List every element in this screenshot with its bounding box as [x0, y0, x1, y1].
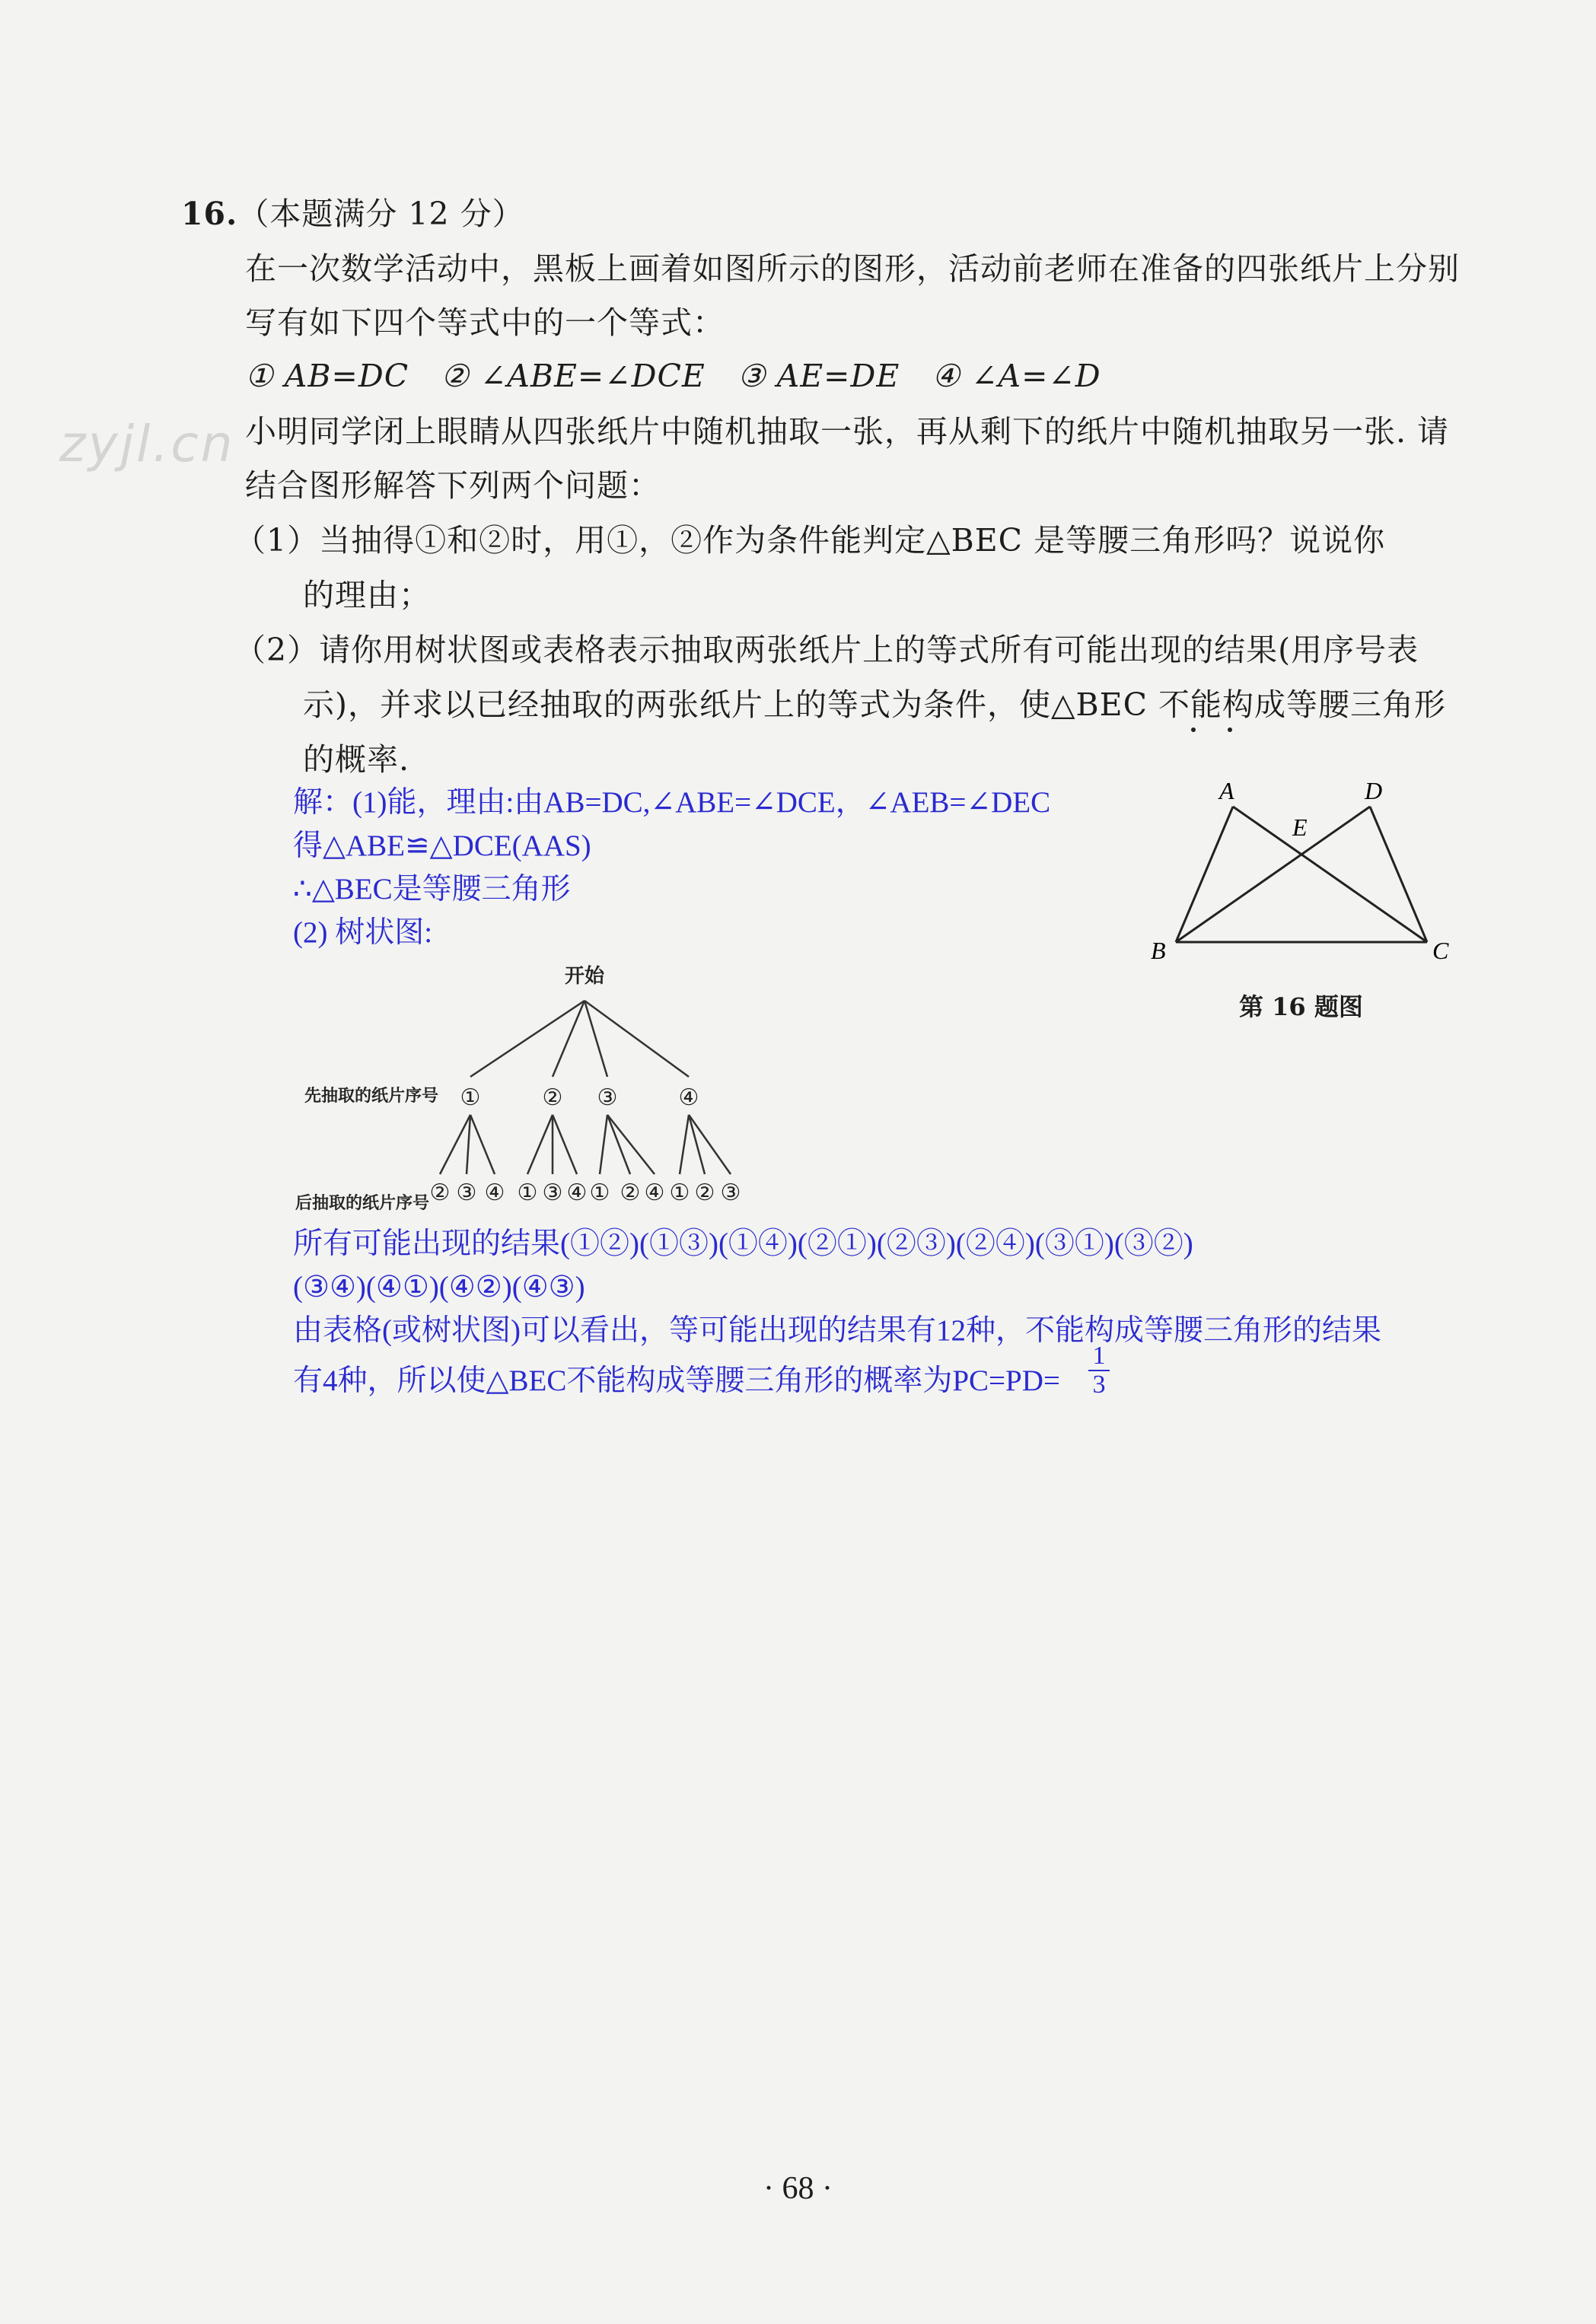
equality-3: ③ AE=DE — [737, 358, 900, 394]
tree-second-4-3: ③ — [720, 1180, 741, 1205]
tree-second-4-1: ① — [669, 1180, 690, 1205]
equality-2: ② ∠ABE=∠DCE — [441, 358, 706, 394]
tree-first-1: ① — [460, 1085, 481, 1110]
stem-line-3: 小明同学闭上眼睛从四张纸片中随机抽取一张，再从剩下的纸片中随机抽取另一张. 请 — [245, 413, 1450, 450]
stem-line-2: 写有如下四个等式中的一个等式： — [245, 304, 725, 341]
emphasis-dot — [1228, 727, 1232, 732]
tree-second-1-2: ③ — [456, 1180, 477, 1205]
tree-second-2-1: ① — [517, 1180, 538, 1205]
label-B: B — [1151, 937, 1166, 964]
part2-line-1: （2）请你用树状图或表格表示抽取两张纸片上的等式所有可能出现的结果(用序号表 — [234, 632, 1419, 668]
question-header — [181, 194, 524, 234]
answer-line-7: 由表格(或树状图)可以看出，等可能出现的结果有12种，不能构成等腰三角形的结果 — [293, 1314, 1381, 1347]
probability-fraction — [1084, 1342, 1114, 1399]
tree-root-label: 开始 — [564, 965, 605, 987]
geometry-figure — [1126, 769, 1477, 974]
part1-line-2: 的理由； — [303, 577, 431, 613]
answer-line-3: ∴△BEC是等腰三角形 — [293, 873, 571, 906]
tree-second-3-3: ④ — [644, 1180, 665, 1205]
tree-second-3-1: ① — [589, 1180, 610, 1205]
page-number: · 68 · — [763, 2171, 833, 2206]
label-A: A — [1219, 777, 1234, 804]
tree-second-1-1: ② — [429, 1180, 451, 1205]
answer-line-5: 所有可能出现的结果(①②)(①③)(①④)(②①)(②③)(②④)(③①)(③②) — [293, 1227, 1193, 1260]
part1-line-1: （1）当抽得①和②时，用①，②作为条件能判定△BEC 是等腰三角形吗？说说你 — [234, 522, 1386, 559]
tree-first-2: ② — [542, 1085, 563, 1110]
question-number: 16. — [181, 196, 238, 232]
label-D: D — [1365, 777, 1383, 804]
score-note: （本题满分 12 分） — [237, 196, 524, 232]
fraction-numerator: 1 — [1092, 1342, 1106, 1370]
equality-4: ④ ∠A=∠D — [932, 358, 1101, 394]
part2-line-3: 的概率. — [303, 741, 410, 778]
label-C: C — [1432, 937, 1449, 964]
tree-second-2-3: ④ — [566, 1180, 588, 1205]
tree-diagram — [289, 955, 776, 1229]
tree-level1-label: 先抽取的纸片序号 — [304, 1086, 439, 1105]
tree-first-3: ③ — [597, 1085, 618, 1110]
tree-second-4-2: ② — [694, 1180, 715, 1205]
answer-line-8: 有4种，所以使△BEC不能构成等腰三角形的概率为PC=PD= — [293, 1364, 1060, 1397]
tree-second-2-2: ③ — [542, 1180, 563, 1205]
tree-second-1-3: ④ — [484, 1180, 505, 1205]
answer-line-6: (③④)(④①)(④②)(④③) — [293, 1271, 585, 1304]
answer-line-4: (2) 树状图: — [293, 916, 433, 949]
equality-1: ① AB=DC — [245, 358, 409, 394]
emphasis-dot — [1191, 727, 1196, 732]
equalities-row — [245, 356, 1101, 396]
stem-line-1: 在一次数学活动中，黑板上画着如图所示的图形，活动前老师在准备的四张纸片上分别 — [245, 250, 1460, 287]
answer-line-1: 解：(1)能，理由:由AB=DC,∠ABE=∠DCE，∠AEB=∠DEC — [293, 786, 1051, 819]
tree-level2-label: 后抽取的纸片序号 — [295, 1193, 430, 1212]
answer-line-2: 得△ABE≌△DCE(AAS) — [293, 829, 591, 862]
stem-line-4: 结合图形解答下列两个问题： — [245, 467, 661, 504]
tree-second-3-2: ② — [620, 1180, 641, 1205]
label-E: E — [1292, 813, 1308, 841]
watermark: zyjl.cn — [59, 415, 235, 473]
part2-line-2: 示)，并求以已经抽取的两张纸片上的等式为条件，使△BEC 不能构成等腰三角形 — [303, 686, 1446, 723]
fraction-denominator: 3 — [1092, 1371, 1106, 1399]
figure-caption: 第 16 题图 — [1239, 992, 1363, 1021]
tree-first-4: ④ — [678, 1085, 699, 1110]
